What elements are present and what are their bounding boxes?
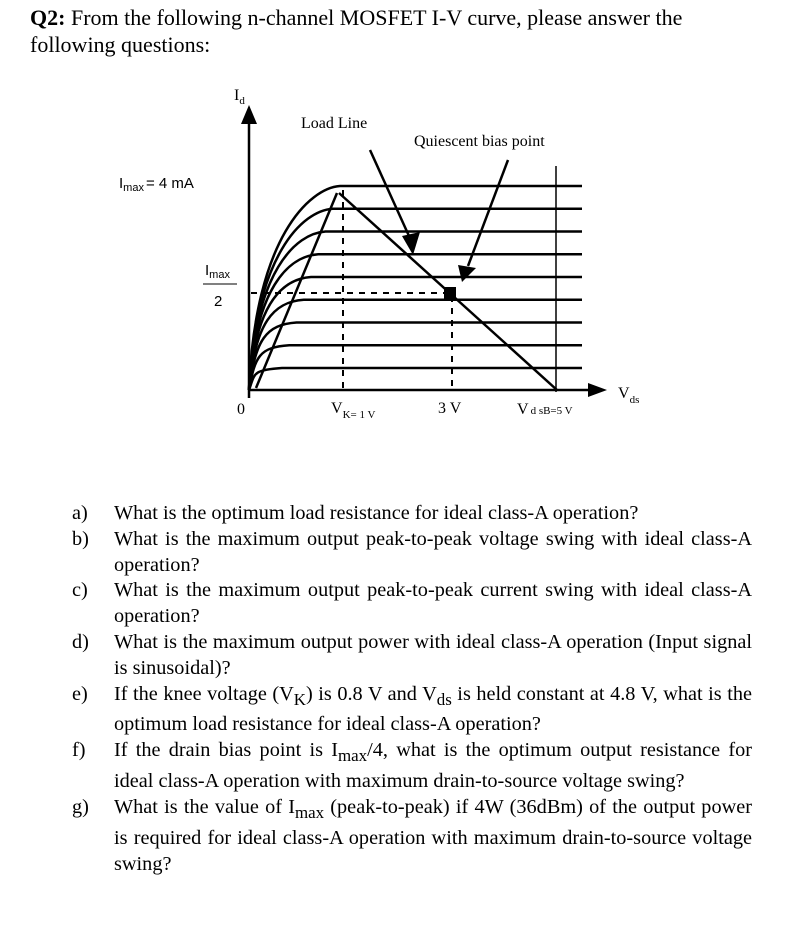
question-text: What is the maximum output peak-to-peak current swing with ideal class-A operation? [114,579,752,628]
y-axis-label: $I_d$ [234,87,245,107]
question-marker: g) [72,795,89,818]
origin-label: 0 [237,401,245,418]
quiescent-pointer [468,160,508,266]
quiescent-pointer-head [458,265,476,282]
question-number: Q2: [30,5,66,30]
vk-label: $V_{K= 1 V}$ [331,400,376,421]
x-axis-label: $V_{ds}$ [618,385,640,406]
load-line-pointer [370,150,409,236]
question-marker: a) [72,502,88,524]
iv-curve-5 [249,277,582,390]
three-volt-label: 3 V [438,400,462,417]
question-marker: d) [72,630,89,653]
question-intro-text: From the following n-channel MOSFET I-V curve, please answer the following questions: [30,5,683,57]
question-item [72,527,752,579]
question-item [72,630,752,682]
x-axis-arrowhead [588,383,607,397]
question-marker: c) [72,579,88,602]
question-text: If the knee voltage $(V_K)$ is 0.8 V and $V_{ds}$ is held constant at 4.8 V, what is the optimum load resistance for ideal class-A operation? [114,682,752,736]
question-item [72,578,752,630]
mosfet-iv-diagram [0,0,799,470]
iv-curve-1 [249,186,582,390]
quiescent-point-label: Quiescent bias point [414,133,545,150]
question-text: What is the maximum output peak-to-peak voltage swing with ideal class-A operation? [114,527,752,576]
imax-half-numerator: $I_{max}$ [205,262,230,281]
question-list [72,501,752,877]
quiescent-bias-point [444,287,456,299]
y-axis-arrowhead [241,105,257,124]
question-marker: e) [72,682,88,705]
vdsb-label: V d sB=5 V [517,401,573,418]
question-marker: f) [72,739,86,762]
iv-curves [249,186,582,390]
question-marker: b) [72,527,89,550]
imax-half-denominator: 2 [214,293,223,310]
load-line-label: Load Line [301,115,368,132]
question-text: What is the optimum load resistance for ideal class-A operation? [114,502,639,524]
question-text: What is the value of $I_{max}$ (peak-to-peak) if 4W (36dBm) of the output power is required for ideal class-A operation with maximum drain-to-source voltage swing? [114,795,752,875]
question-text: What is the maximum output power with ideal class-A operation (Input signal is sinusoidal)? [114,630,752,679]
question-text: If the drain bias point is $I_{max}/4$, what is the optimum output resistance for ideal class-A operation with maximum drain-to-source voltage swing? [114,739,752,793]
iv-curve-7 [249,323,582,391]
iv-curve-9 [249,368,582,390]
imax-label: $I_{max} = 4$ mA [119,175,194,194]
question-item [72,738,752,795]
question-item [72,682,752,739]
question-item [72,501,752,527]
question-item [72,795,752,877]
